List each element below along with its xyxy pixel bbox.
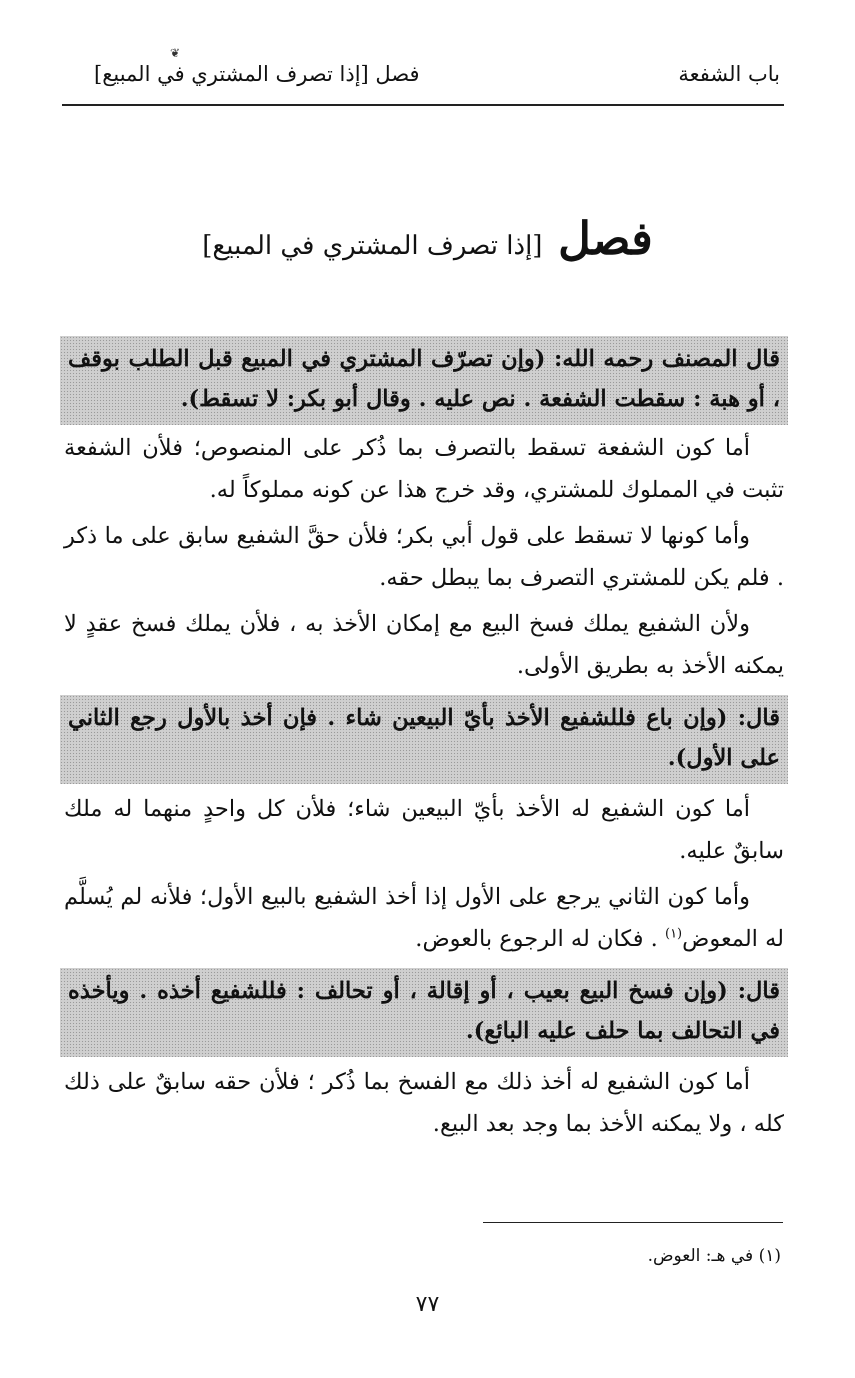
commentary-text: . فكان له الرجوع بالعوض. (415, 926, 665, 952)
header-ornament-icon: ❦ (170, 46, 181, 60)
chapter-title-main: فصل (542, 212, 653, 265)
matn-block: قال: (وإن فسخ البيع بعيب ، أو إقالة ، أو تحالف : فللشفيع أخذه . ويأخذه في التحالف بما حلف عليه البائع). (60, 968, 788, 1057)
header-book-section: باب الشفعة (678, 62, 780, 86)
commentary-text: وأما كون الثاني يرجع على الأول إذا أخذ الشفيع بالبيع الأول؛ فلأنه لم يُسلَّم له المعوض (64, 884, 784, 952)
matn-block: قال: (وإن باع فللشفيع الأخذ بأيّ البيعين شاء . فإن أخذ بالأول رجع الثاني على الأول). (60, 695, 788, 784)
matn-block: قال المصنف رحمه الله: (وإن تصرّف المشتري في المبيع قبل الطلب بوقف ، أو هبة : سقطت الشفعة . نص عليه . وقال أبو بكر: لا تسقط). (60, 336, 788, 425)
commentary-paragraph-with-footnote (64, 876, 784, 960)
page-body (64, 336, 784, 1145)
running-header (62, 46, 784, 106)
commentary-paragraph: وأما كونها لا تسقط على قول أبي بكر؛ فلأن حقَّ الشفيع سابق على ما ذكر . فلم يكن للمشتري التصرف بما يبطل حقه. (64, 523, 784, 591)
footnote-divider (483, 1222, 783, 1223)
commentary-paragraph: أما كون الشفيع له الأخذ بأيّ البيعين شاء؛ فلأن كل واحدٍ منهما له ملك سابقٌ عليه. (64, 796, 784, 864)
commentary-paragraph: أما كون الشفعة تسقط بالتصرف بما ذُكر على المنصوص؛ فلأن الشفعة تثبت في المملوك للمشتري، وقد خرج هذا عن كونه مملوكاً له. (64, 435, 784, 503)
chapter-title-bracket: [إذا تصرف المشتري في المبيع] (202, 231, 543, 261)
footnote-marker[interactable]: (١) (664, 926, 683, 942)
commentary-paragraph: ولأن الشفيع يملك فسخ البيع مع إمكان الأخذ به ، فلأن يملك فسخ عقدٍ لا يمكنه الأخذ به بطريق الأولى. (64, 611, 784, 679)
chapter-title (0, 212, 855, 265)
footnote: (١) في هـ: العوض. (647, 1246, 781, 1266)
commentary-paragraph: أما كون الشفيع له أخذ ذلك مع الفسخ بما ذُكر ؛ فلأن حقه سابقٌ على ذلك كله ، ولا يمكنه الأخذ بما وجد بعد البيع. (64, 1069, 784, 1137)
header-chapter-title: فصل [إذا تصرف المشتري في المبيع] (94, 62, 420, 86)
page-number: ٧٧ (415, 1292, 440, 1317)
